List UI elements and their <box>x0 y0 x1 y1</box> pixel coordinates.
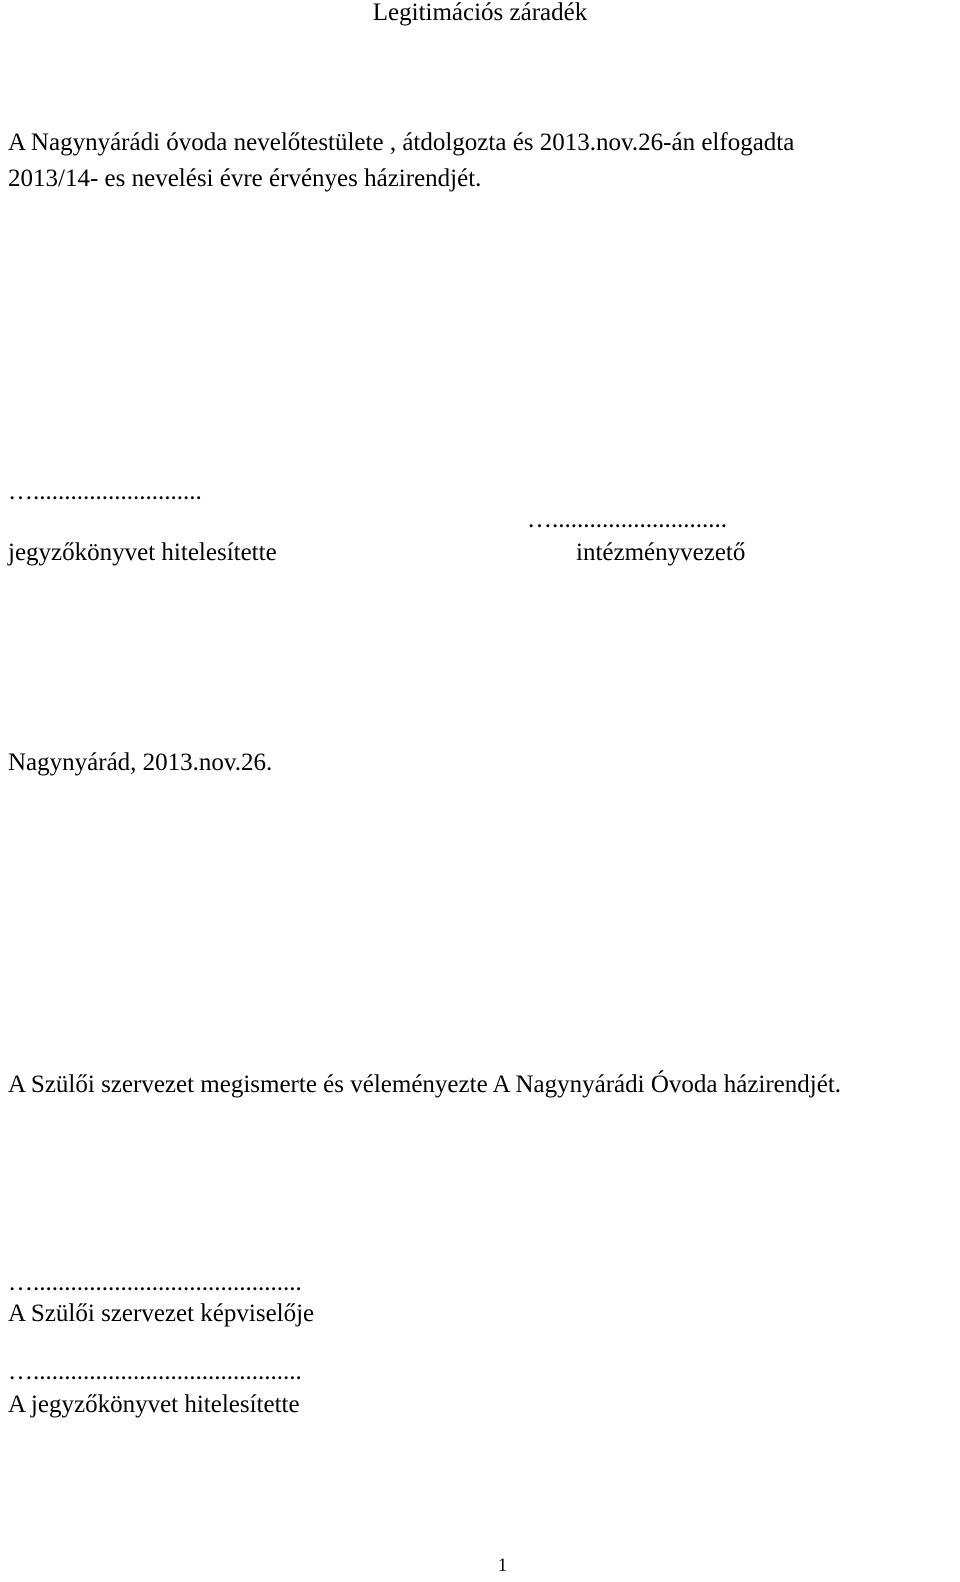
approval-text-line-2: 2013/14- es nevelési évre érvényes házirendjét. <box>8 165 482 192</box>
signature-line-dots: …........................... <box>8 478 202 505</box>
parent-organization-statement: A Szülői szervezet megismerte és véleményezte A Nagynyárádi Óvoda házirendjét. <box>8 1071 842 1098</box>
approval-text-line-1: A Nagynyárádi óvoda nevelőtestülete , átdolgozta és 2013.nov.26-án elfogadta <box>8 129 795 156</box>
page-number: 1 <box>497 1555 508 1576</box>
signature-label: jegyzőkönyvet hitelesítette <box>8 539 277 566</box>
signature-line-dots: …........................................... <box>8 1358 302 1385</box>
signature-label: intézményvezető <box>576 539 746 566</box>
signature-line-dots: …........................................... <box>8 1269 302 1296</box>
place-and-date: Nagynyárád, 2013.nov.26. <box>8 749 273 776</box>
signature-line-dots: …............................ <box>527 506 727 533</box>
signature-label: A Szülői szervezet képviselője <box>8 1300 315 1327</box>
signature-label: A jegyzőkönyvet hitelesítette <box>8 1391 300 1418</box>
document-title: Legitimációs záradék <box>372 0 588 26</box>
